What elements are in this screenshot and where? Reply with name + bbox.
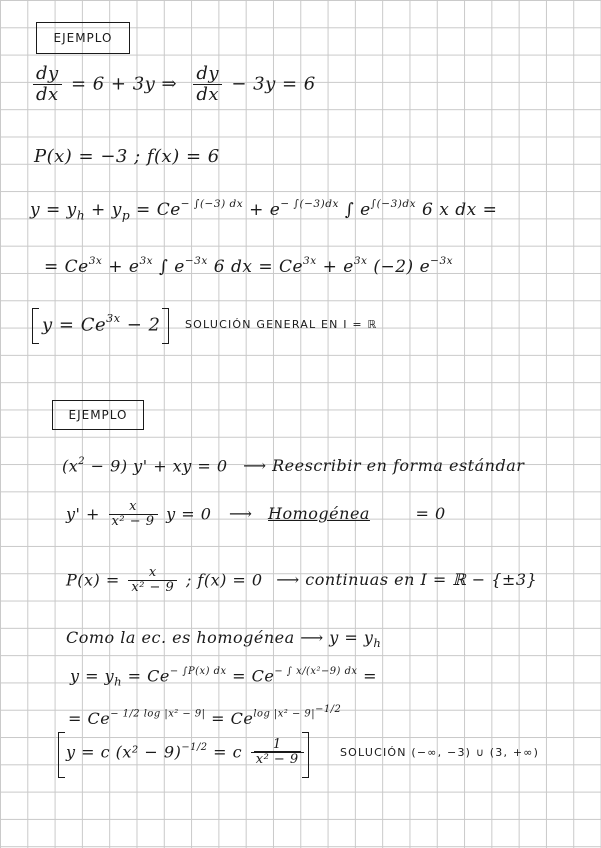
fraction-p: $\frac{x}{\text{x² − 9}}$ xyxy=(128,566,177,596)
fraction-x-over: $\frac{x}{\text{x² − 9}}$ xyxy=(109,500,158,530)
standard-form-line: y' + $\frac{x}{\text{x² − 9}}$ y = 0 ⟶ Homogénea = 0 xyxy=(66,499,446,530)
result-bracket-right xyxy=(162,308,169,344)
example-title-box xyxy=(36,22,130,54)
homogeneous-solution-line: $y = y_h = Ce^{- \int P(x) dx} = Ce^{- \int x/(x^2-9) dx}$ = xyxy=(70,666,377,689)
fraction-dy-dx: $\frac{dy}{dx}$ xyxy=(33,64,62,105)
general-solution-line-1: $y = y_h + y_p = Ce^{- \int(-3) dx} + e^{- \int(-3)dx}$ ∫ $e^{\int(-3)dx}$ 6 x dx = xyxy=(30,198,498,223)
fraction-dy-dx-2: $\frac{dy}{dx}$ xyxy=(193,64,222,105)
coefficients-line: P(x) = −3 ; f(x) = 6 xyxy=(34,146,220,167)
boxed-result-2: y = c $(x^2 - 9)^{-1/2} = c$ $\frac{1}{\text{x² − 9}}$ xyxy=(66,738,307,768)
fraction-result: $\frac{1}{\text{x² − 9}}$ xyxy=(251,738,304,768)
result-bracket-right-2 xyxy=(302,732,309,778)
general-solution-line-2: = $Ce^{3x} + e^{3x}$ ∫ $e^{-3x}$ 6 dx = $Ce^{3x} + e^{3x}$ (−2) $e^{-3x}$ xyxy=(44,255,454,277)
equation-line-1: $\frac{dy}{dx}$ = 6 + 3y ⇒ $\frac{dy}{dx}$ − 3y = 6 xyxy=(30,64,316,105)
homogeneous-line: Como la ec. es homogénea ⟶ $y = y_h$ xyxy=(66,628,382,651)
example-title: EJEMPLO xyxy=(53,31,113,45)
result-label-1: SOLUCIÓN GENERAL EN I = ℝ xyxy=(185,318,378,331)
boxed-result-1: $y = Ce^{3x} - 2$ xyxy=(42,312,161,336)
result-label-2: SOLUCIÓN (−∞, −3) ∪ (3, +∞) xyxy=(340,746,540,759)
example-title-box-2 xyxy=(52,400,144,430)
log-line: = $Ce^{- 1/2 log |x^2 - 9|} = Ce^{log |x^2 - 9|-1/2}$ xyxy=(68,704,342,728)
result-bracket-left-2 xyxy=(58,732,65,778)
result-bracket-left xyxy=(32,308,39,344)
p-of-x-line: P(x) = $\frac{x}{\text{x² − 9}}$ ; f(x) = 0 ⟶ continuas en I = ℝ − {±3} xyxy=(66,565,538,596)
ode-line: $(x^2 - 9) y'$ + xy = 0 ⟶ Reescribir en forma estándar xyxy=(62,456,525,476)
example-title-2: EJEMPLO xyxy=(68,408,128,422)
